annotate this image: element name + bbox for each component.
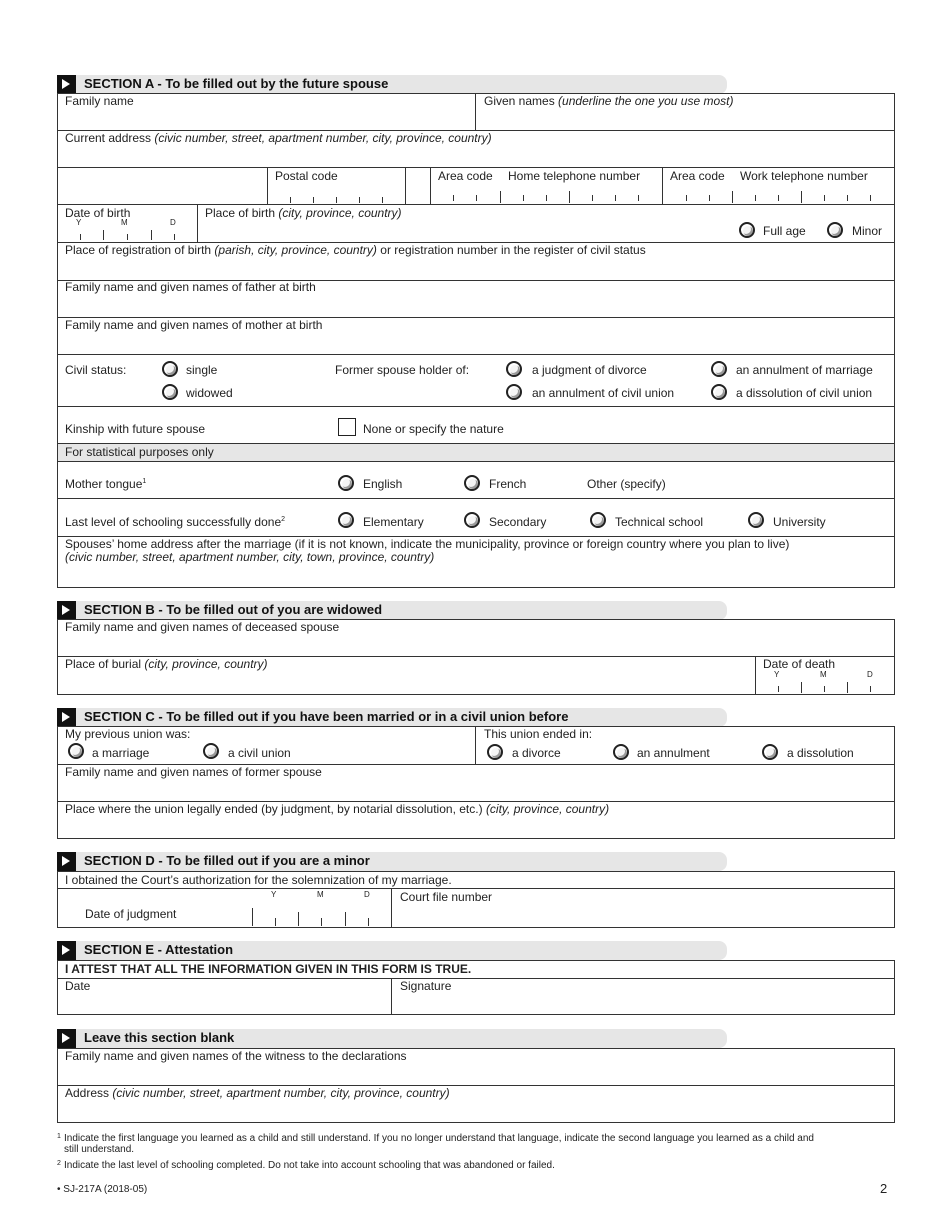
full-age-radio[interactable] [739, 222, 755, 238]
arrow-icon [57, 708, 76, 727]
arrow-icon [57, 941, 76, 960]
former-spouse-field[interactable] [58, 781, 893, 800]
footnote-2: Indicate the last level of schooling completed. Do not take into account schooling that was abandoned or failed. [64, 1160, 555, 1171]
schooling-label: Last level of schooling successfully done$^2$ [65, 515, 286, 529]
french-label: French [489, 477, 527, 491]
father-label: Family name and given names of father at birth [65, 280, 316, 294]
single-radio[interactable] [162, 361, 178, 377]
section-e-title: SECTION E - Attestation [84, 942, 234, 957]
other-language-label: Other (specify) [587, 477, 666, 491]
section-a-title: SECTION A - To be filled out by the future spouse [84, 76, 389, 91]
minor-label: Minor [852, 224, 883, 238]
section-b-header [57, 601, 727, 620]
page-number: 2 [880, 1181, 888, 1196]
divorce-label: a divorce [512, 746, 561, 760]
kinship-checkbox[interactable] [338, 418, 356, 436]
elementary-radio[interactable] [338, 512, 354, 528]
divorce-radio[interactable] [487, 744, 503, 760]
date-death-label: Date of death [763, 657, 836, 671]
arrow-icon [57, 1029, 76, 1048]
dissolution-radio[interactable] [762, 744, 778, 760]
footnote-1-marker: 1 [57, 1133, 61, 1140]
footnote-2-marker: 2 [57, 1160, 61, 1167]
university-radio[interactable] [748, 512, 764, 528]
registration-label: Place of registration of birth (parish, city, province, country) or registration number in the register of civil status [65, 243, 646, 257]
home-after-field[interactable] [58, 566, 893, 586]
technical-radio[interactable] [590, 512, 606, 528]
witness-label: Family name and given names of the witness to the declarations [65, 1049, 407, 1063]
annulment-marriage-label: an annulment of marriage [736, 363, 873, 377]
dissolution-label: a dissolution [787, 746, 854, 760]
court-file-label: Court file number [400, 890, 493, 904]
dissolution-civil-label: a dissolution of civil union [736, 386, 873, 400]
witness-address-field[interactable] [58, 1102, 893, 1121]
arrow-icon [57, 601, 76, 620]
civil-union-label: a civil union [228, 746, 291, 760]
work-phone-label: Work telephone number [740, 169, 868, 183]
annulment-marriage-radio[interactable] [711, 361, 727, 377]
university-label: University [773, 515, 826, 529]
section-blank-header [57, 1029, 727, 1048]
marriage-label: a marriage [92, 746, 150, 760]
home-after-label: Spouses’ home address after the marriage (if it is not known, indicate the municipality, province or foreign country where you plan to live) [65, 537, 790, 551]
section-a-header [57, 75, 727, 94]
section-d-title: SECTION D - To be filled out if you are a minor [84, 853, 370, 868]
registration-field[interactable] [58, 259, 893, 279]
family-name-field[interactable] [58, 110, 474, 129]
given-names-field[interactable] [477, 110, 893, 129]
signature-label: Signature [400, 979, 452, 993]
current-address-field[interactable] [58, 147, 893, 166]
court-file-field[interactable] [393, 906, 893, 926]
secondary-label: Secondary [489, 515, 547, 529]
full-age-label: Full age [763, 224, 806, 238]
section-e-header [57, 941, 727, 960]
form-code: • SJ-217A (2018-05) [57, 1184, 148, 1195]
current-address-label: Current address (civic number, street, apartment number, city, province, country) [65, 131, 492, 145]
place-of-birth-field[interactable] [199, 222, 729, 241]
postal-code-label: Postal code [275, 169, 338, 183]
section-d-header [57, 852, 727, 871]
home-after-note: (civic number, street, apartment number, city, town, province, country) [65, 550, 435, 564]
annulment-label: an annulment [637, 746, 710, 760]
deceased-field[interactable] [58, 636, 893, 655]
authorization-label: I obtained the Court’s authorization for the solemnization of my marriage. [65, 873, 452, 887]
annulment-radio[interactable] [613, 744, 629, 760]
place-of-birth-label: Place of birth (city, province, country) [205, 206, 402, 220]
signature-field[interactable] [393, 995, 893, 1014]
elementary-label: Elementary [363, 515, 424, 529]
kinship-label: Kinship with future spouse [65, 422, 206, 436]
section-c-header [57, 708, 727, 727]
marriage-radio[interactable] [68, 743, 84, 759]
other-language-field[interactable] [675, 470, 890, 492]
place-ended-label: Place where the union legally ended (by judgment, by notarial dissolution, etc.) (city, province, country) [65, 802, 610, 816]
burial-label: Place of burial (city, province, country) [65, 657, 268, 671]
place-ended-field[interactable] [58, 818, 893, 837]
mother-tongue-label: Mother tongue$^1$ [65, 477, 147, 491]
area-code-label: Area code [670, 169, 725, 183]
area-code-label: Area code [438, 169, 493, 183]
widowed-label: widowed [186, 386, 233, 400]
widowed-radio[interactable] [162, 384, 178, 400]
former-spouse-label: Family name and given names of former spouse [65, 765, 322, 779]
mother-field[interactable] [58, 334, 893, 353]
statistical-label: For statistical purposes only [65, 445, 214, 459]
french-radio[interactable] [464, 475, 480, 491]
date-judgment-label: Date of judgment [85, 907, 177, 921]
father-field[interactable] [58, 296, 893, 316]
family-name-label: Family name [65, 94, 134, 108]
judgment-divorce-label: a judgment of divorce [532, 363, 647, 377]
footnote-1: Indicate the first language you learned as a child and still understand. If you no longer understand that language, indicate the second language you learned as a child and still understand. [64, 1133, 814, 1155]
witness-address-label: Address (civic number, street, apartment number, city, province, country) [65, 1086, 450, 1100]
witness-field[interactable] [58, 1065, 893, 1084]
section-b-title: SECTION B - To be filled out of you are widowed [84, 602, 383, 617]
home-phone-label: Home telephone number [508, 169, 641, 183]
single-label: single [186, 363, 218, 377]
former-holder-label: Former spouse holder of: [335, 363, 470, 377]
section-blank-title: Leave this section blank [84, 1030, 235, 1045]
arrow-icon [57, 852, 76, 871]
english-radio[interactable] [338, 475, 354, 491]
english-label: English [363, 477, 403, 491]
technical-label: Technical school [615, 515, 704, 529]
previous-union-label: My previous union was: [65, 727, 191, 741]
dissolution-civil-radio[interactable] [711, 384, 727, 400]
section-c-title: SECTION C - To be filled out if you have been married or in a civil union before [84, 709, 569, 724]
union-ended-label: This union ended in: [484, 727, 593, 741]
date-of-birth-label: Date of birth [65, 206, 131, 220]
mother-label: Family name and given names of mother at birth [65, 318, 323, 332]
given-names-label: Given names (underline the one you use most) [484, 94, 734, 108]
secondary-radio[interactable] [464, 512, 480, 528]
attest-label: I ATTEST THAT ALL THE INFORMATION GIVEN IN THIS FORM IS TRUE. [65, 962, 472, 976]
civil-union-radio[interactable] [203, 743, 219, 759]
date-label: Date [65, 979, 91, 993]
judgment-divorce-radio[interactable] [506, 361, 522, 377]
annulment-civil-label: an annulment of civil union [532, 386, 675, 400]
annulment-civil-radio[interactable] [506, 384, 522, 400]
kinship-none-label: None or specify the nature [363, 422, 504, 436]
burial-field[interactable] [58, 673, 753, 693]
civil-status-label: Civil status: [65, 363, 127, 377]
minor-radio[interactable] [827, 222, 843, 238]
deceased-label: Family name and given names of deceased spouse [65, 620, 340, 634]
date-field[interactable] [58, 995, 390, 1014]
arrow-icon [57, 75, 76, 94]
